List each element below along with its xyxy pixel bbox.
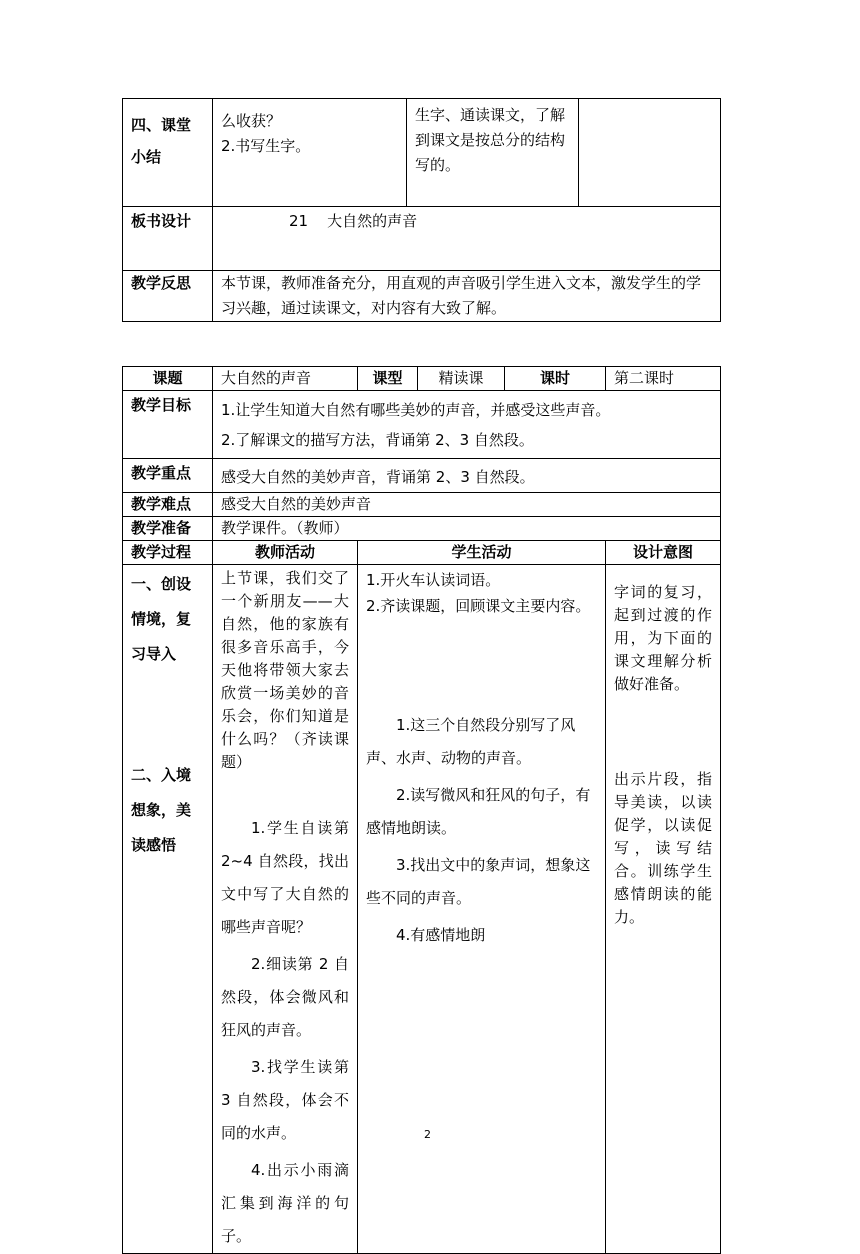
stage1-label: 一、创设 情境，复 习导入	[131, 575, 192, 663]
page-number: 2	[424, 1128, 431, 1141]
goals-label: 教学目标	[123, 391, 213, 459]
preparation-text: 教学课件。（教师）	[213, 517, 721, 541]
design-intent	[606, 565, 721, 1254]
goals-text: 1.让学生知道大自然有哪些美妙的声音，并感受这些声音。 2.了解课文的描写方法，背诵第 2、3 自然段。	[213, 391, 721, 459]
difficulty-label: 教学难点	[123, 493, 213, 517]
stage2-intent: 出示片段，指导美读，以读促学，以读促写，读写结合。训练学生感情朗读的能力。	[614, 770, 712, 926]
board-design-label: 板书设计	[123, 207, 213, 271]
difficulty-text: 感受大自然的美妙声音	[213, 493, 721, 517]
stage2-student-4: 4.有感情地朗	[396, 926, 486, 944]
summary-teacher-activity: 么收获？ 2.书写生字。	[213, 99, 407, 207]
summary-intent	[579, 99, 721, 207]
reflection-label: 教学反思	[123, 271, 213, 322]
stage2-teacher-2: 2.细读第 2 自然段，体会微风和狂风的声音。	[221, 955, 349, 1039]
stage2-teacher-3: 3.找学生读第 3 自然段，体会不同的水声。	[221, 1058, 349, 1142]
summary-stage-label: 四、课堂 小结	[123, 99, 213, 207]
stage1-intent: 字词的复习，起到过渡的作用，为下面的课文理解分析做好准备。	[614, 583, 712, 693]
continuation-table	[122, 98, 721, 322]
period-value: 第二课时	[606, 367, 721, 391]
topic-value: 大自然的声音	[213, 367, 358, 391]
teacher-activity-header: 教师活动	[213, 541, 358, 565]
stage2-teacher-1: 1.学生自读第 2~4 自然段，找出文中写了大自然的哪些声音呢？	[221, 819, 349, 936]
stage1-student-1: 1.开火车认读词语。	[366, 571, 501, 589]
topic-label: 课题	[123, 367, 213, 391]
process-stage-labels	[123, 565, 213, 1254]
stage1-teacher: 上节课，我们交了一个新朋友——大自然，他的家族有很多音乐高手，今天他将带领大家去欣赏一场美妙的音乐会，你们知道是什么吗？（齐读课题）	[221, 569, 349, 771]
preparation-label: 教学准备	[123, 517, 213, 541]
design-intent-header: 设计意图	[606, 541, 721, 565]
board-design-content	[213, 207, 721, 271]
period-label: 课时	[505, 367, 606, 391]
stage2-label: 二、入境 想象，美 读感悟	[131, 766, 192, 854]
board-lesson-title: 大自然的声音	[327, 212, 418, 230]
teacher-activity	[213, 565, 358, 1254]
student-activity	[358, 565, 606, 1254]
lesson-type-label: 课型	[358, 367, 418, 391]
stage2-student-2: 2.读写微风和狂风的句子，有感情地朗读。	[366, 786, 591, 837]
lesson-plan-table	[122, 366, 721, 1254]
key-points-label: 教学重点	[123, 459, 213, 493]
key-points-text: 感受大自然的美妙声音，背诵第 2、3 自然段。	[213, 459, 721, 493]
stage1-student-2: 2.齐读课题，回顾课文主要内容。	[366, 597, 591, 615]
process-label: 教学过程	[123, 541, 213, 565]
student-activity-header: 学生活动	[358, 541, 606, 565]
stage2-student-3: 3.找出文中的象声词，想象这些不同的声音。	[366, 856, 591, 907]
lesson-type-value: 精读课	[418, 367, 505, 391]
summary-student-activity: 生字、通读课文，了解到课文是按总分的结构写的。	[407, 99, 579, 207]
stage2-teacher-4: 4.出示小雨滴汇集到海洋的句子。	[221, 1161, 349, 1245]
reflection-text: 本节课，教师准备充分，用直观的声音吸引学生进入文本，激发学生的学习兴趣，通过读课文，对内容有大致了解。	[213, 271, 721, 322]
board-lesson-number: 21	[289, 212, 309, 230]
stage2-student-1: 1.这三个自然段分别写了风声、水声、动物的声音。	[366, 716, 576, 767]
